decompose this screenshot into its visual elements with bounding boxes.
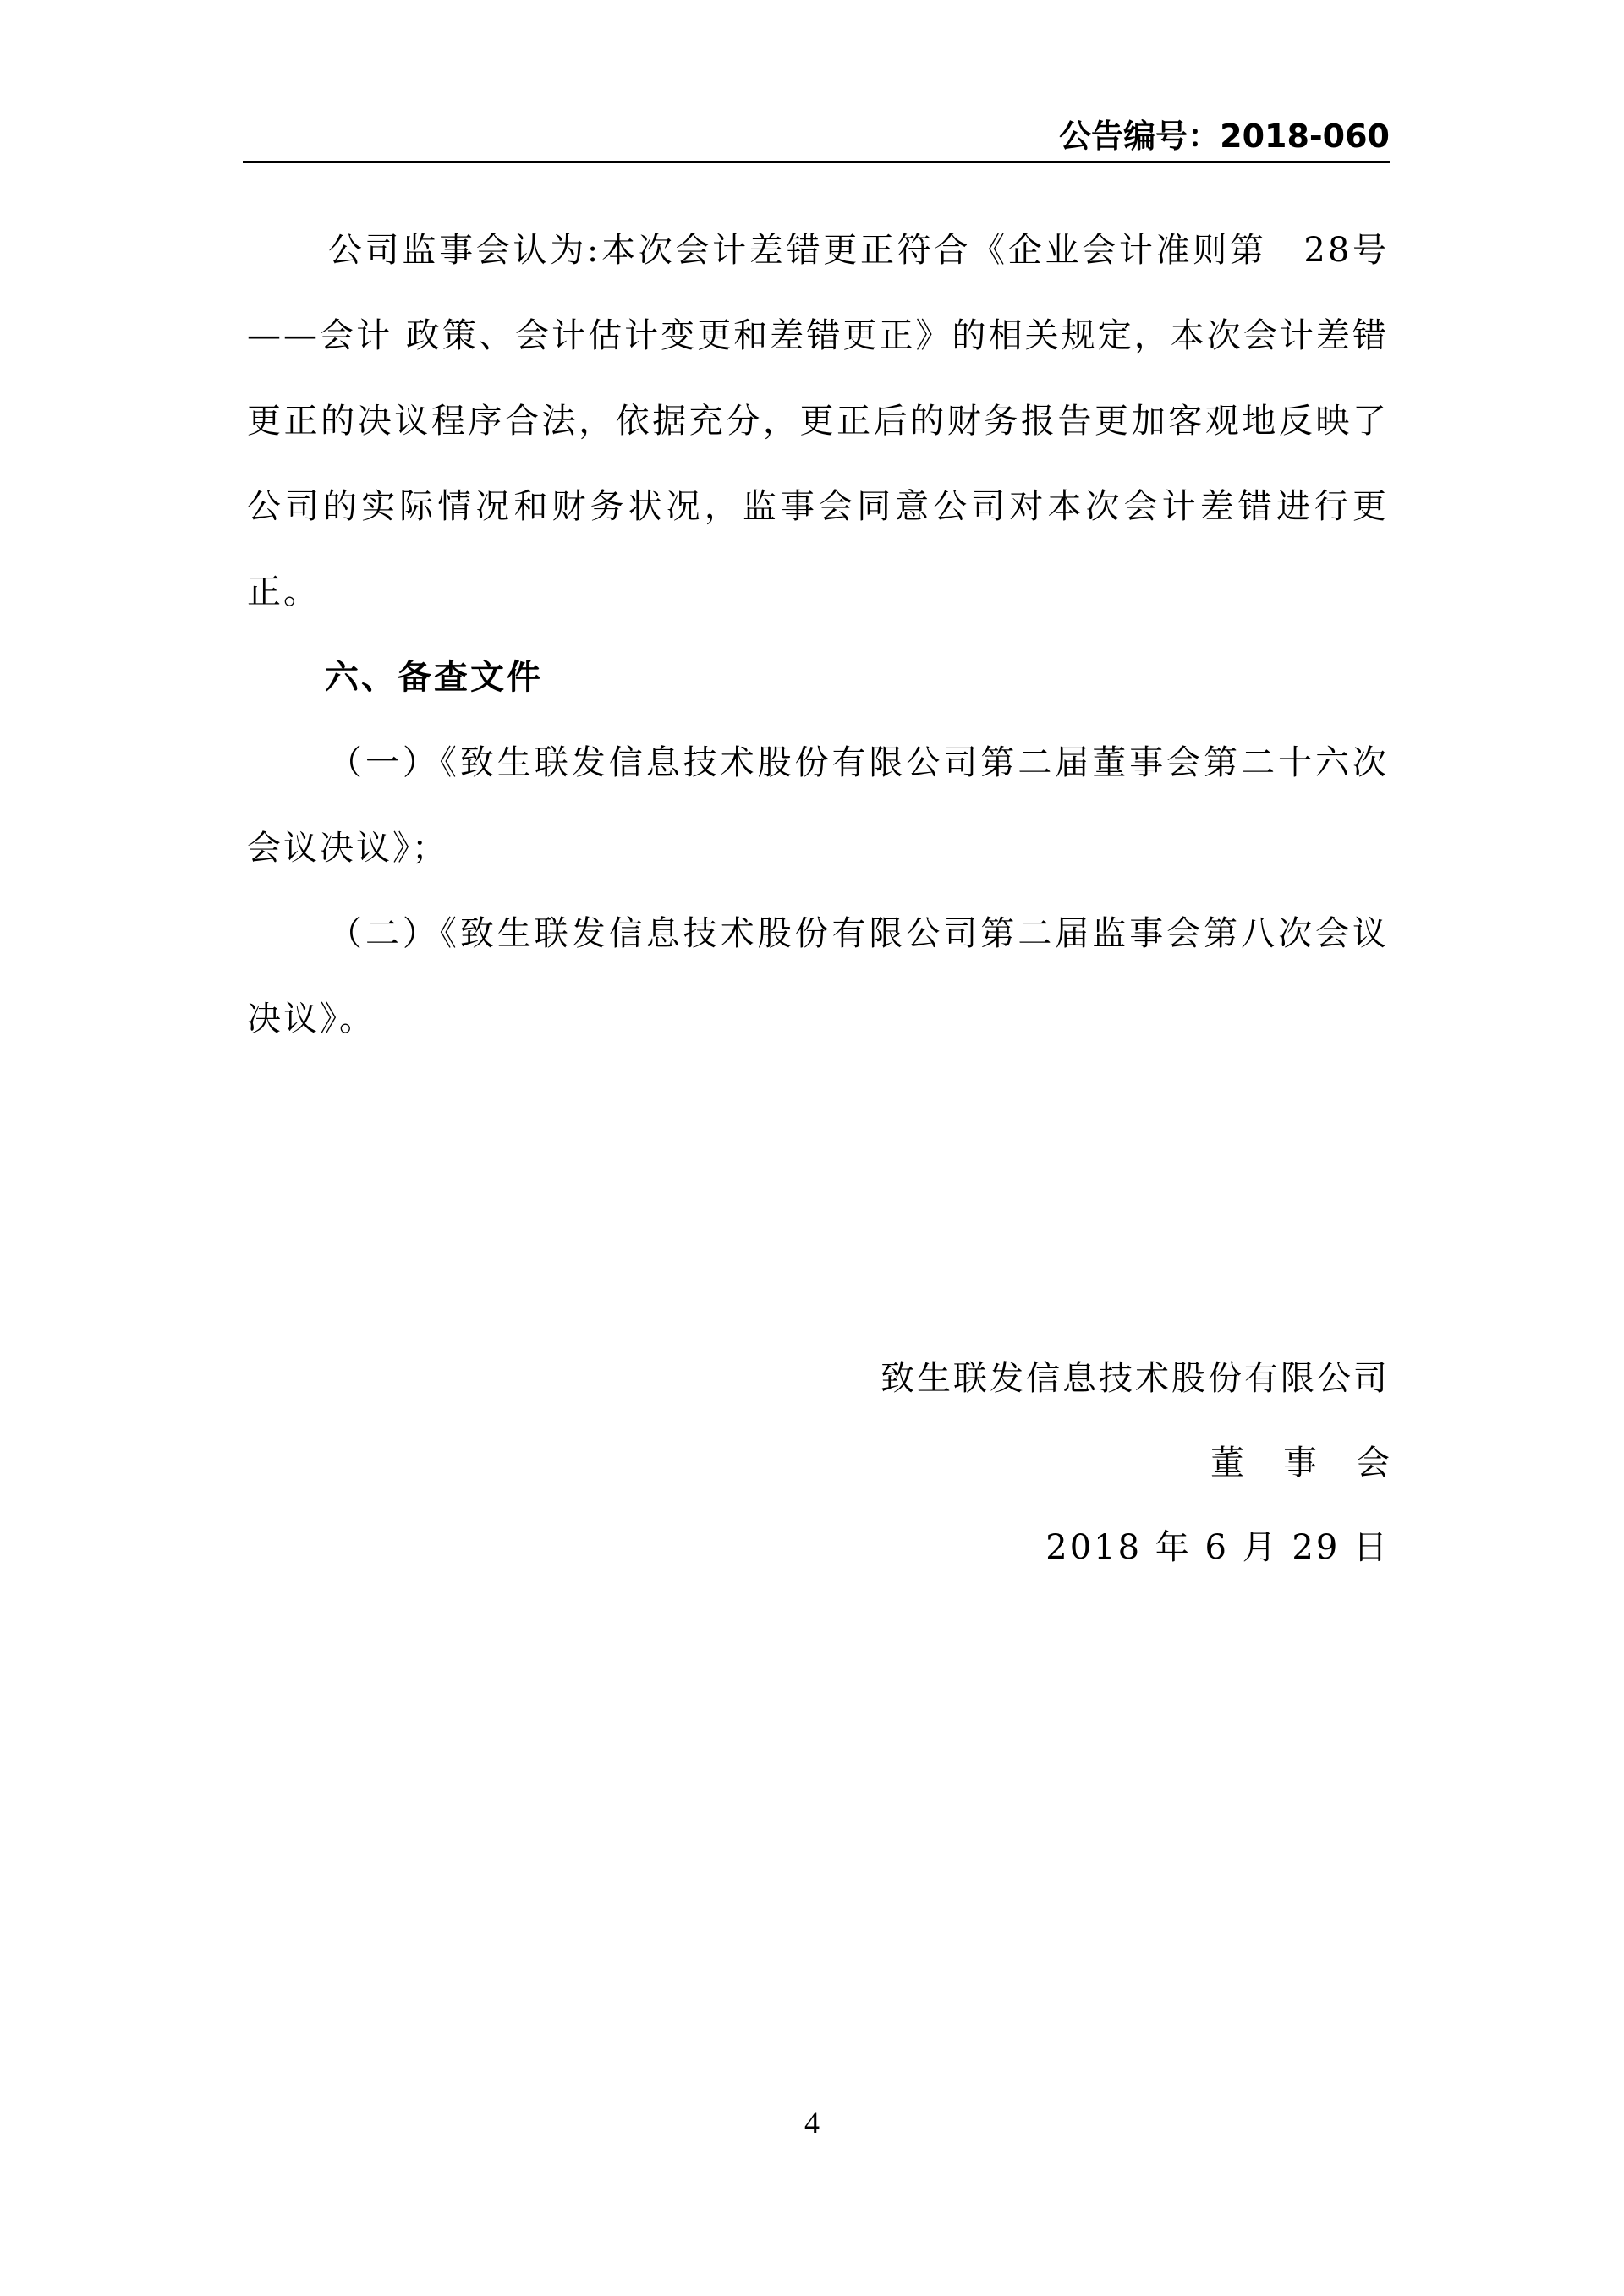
reference-document-2: （二）《致生联发信息技术股份有限公司第二届监事会第八次会议决议》。 [247, 914, 1389, 1038]
signature-company: 致生联发信息技术股份有限公司 [881, 1359, 1390, 1398]
supervisory-board-opinion: 公司监事会认为:本次会计差错更正符合《企业会计准则第 28号——会计 政策、会计估计变更和差错更正》的相关规定，本次会计差错更正的决议程序合法，依据充分，更正后的财务报告更加客观地反映了公司的实际情况和财务状况，监事会同意公司对本次会计差错进行更正。 [247, 231, 1389, 611]
document-body [247, 208, 1389, 1062]
section-heading: 六、备查文件 [325, 658, 543, 697]
reference-document-1: （一）《致生联发信息技术股份有限公司第二届董事会第二十六次会议决议》； [247, 743, 1389, 868]
page-number: 4 [804, 2106, 820, 2140]
announcement-number: 公告编号：2018-060 [1059, 118, 1390, 155]
signature-date: 2018 年 6 月 29 日 [1045, 1528, 1390, 1567]
signature-board: 董事会 [1210, 1444, 1429, 1482]
signature-block [881, 1336, 1429, 1590]
header-divider [243, 161, 1390, 163]
